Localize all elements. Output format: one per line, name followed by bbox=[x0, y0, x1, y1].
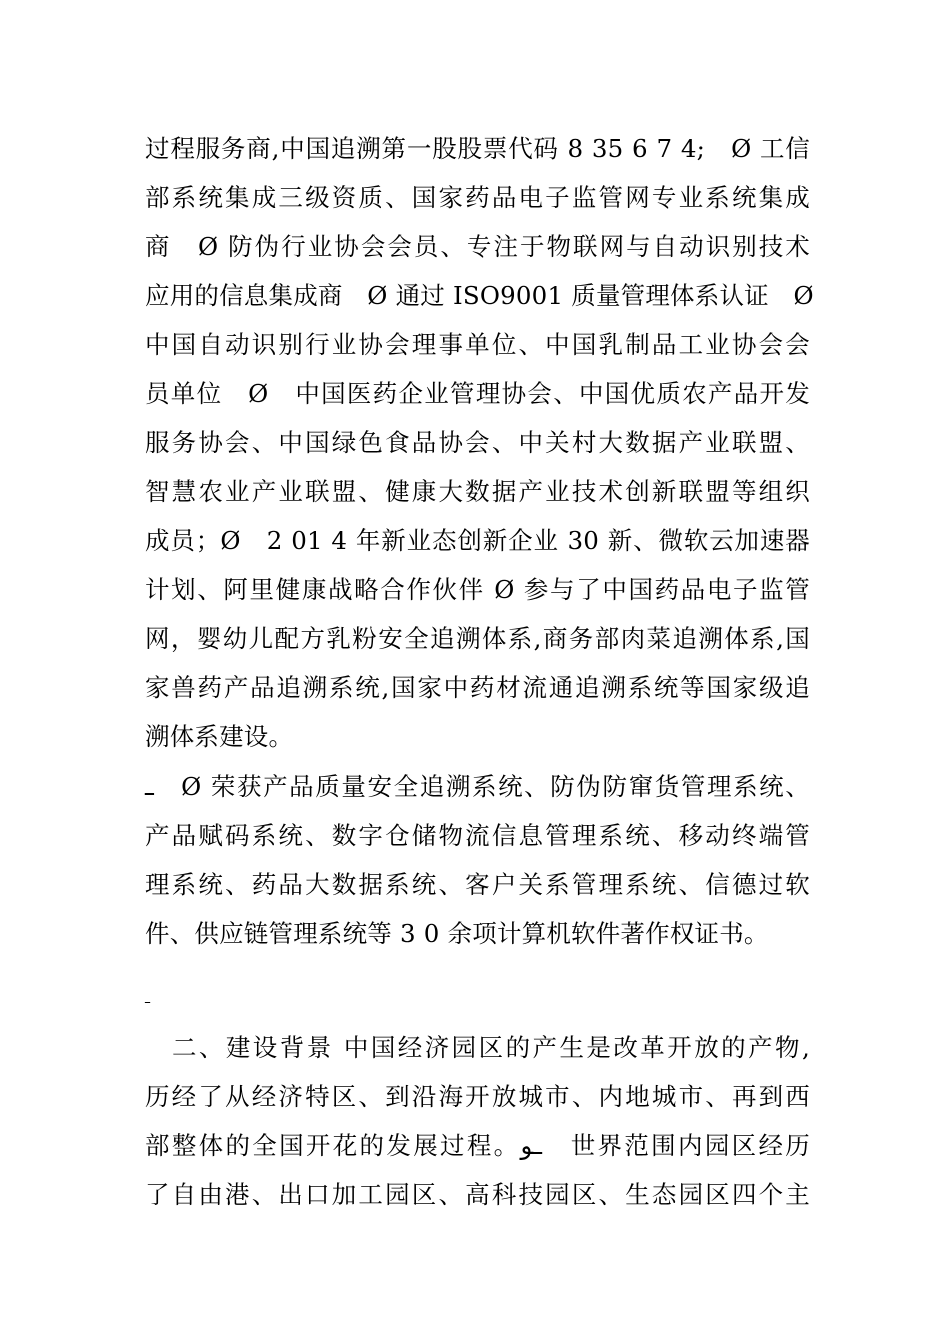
text-line: 二、建设背景 中国经济园区的产生是改革开放的产物, bbox=[145, 1033, 810, 1062]
text-line: 应用的信息集成商 Ø 通过 ISO9001 质量管理体系认证 Ø bbox=[145, 281, 814, 310]
text-line: 溯体系建设。 bbox=[145, 722, 294, 751]
text-line: ߺ Ø 荣获产品质量安全追溯系统、防伪防窜货管理系统、 bbox=[145, 772, 810, 801]
paragraph-software-copyrights bbox=[145, 762, 810, 958]
paragraph-mark bbox=[145, 975, 810, 1024]
text-line: 产品赋码系统、数字仓储物流信息管理系统、移动终端管 bbox=[145, 821, 810, 850]
text-line: 理系统、药品大数据系统、客户关系管理系统、信德过软 bbox=[145, 870, 810, 899]
text-line: 部整体的全国开花的发展过程。ߺو 世界范围内园区经历 bbox=[145, 1131, 810, 1160]
text-line: 件、供应链管理系统等 3 0 余项计算机软件著作权证书。 bbox=[145, 919, 769, 948]
text-line: 家兽药产品追溯系统,国家中药材流通追溯系统等国家级追 bbox=[145, 673, 810, 702]
text-line: 成员；Ø 2 01 4 年新业态创新企业 30 新、微软云加速器 bbox=[145, 526, 810, 555]
text-line: 智慧农业产业联盟、健康大数据产业技术创新联盟等组织 bbox=[145, 477, 810, 506]
text-line: 过程服务商,中国追溯第一股股票代码 8 35 6 7 4; Ø 工信 bbox=[145, 134, 810, 163]
paragraph-background bbox=[145, 1023, 810, 1219]
text-line: 历经了从经济特区、到沿海开放城市、内地城市、再到西 bbox=[145, 1082, 810, 1111]
text-line: 网，婴幼儿配方乳粉安全追溯体系,商务部肉菜追溯体系,国 bbox=[145, 624, 810, 653]
text-line: 服务协会、中国绿色食品协会、中关村大数据产业联盟、 bbox=[145, 428, 810, 457]
text-line: 员单位 Ø 中国医药企业管理协会、中国优质农产品开发 bbox=[145, 379, 810, 408]
text-line: 部系统集成三级资质、国家药品电子监管网专业系统集成 bbox=[145, 183, 810, 212]
text-line: 计划、阿里健康战略合作伙伴 Ø 参与了中国药品电子监管 bbox=[145, 575, 810, 604]
text-line: ߺ bbox=[145, 991, 151, 1007]
text-line: 了自由港、出口加工园区、高科技园区、生态园区四个主 bbox=[145, 1180, 810, 1209]
text-line: 商 Ø 防伪行业协会会员、专注于物联网与自动识别技术 bbox=[145, 232, 810, 261]
paragraph-company-credentials bbox=[145, 124, 814, 761]
text-line: 中国自动识别行业协会理事单位、中国乳制品工业协会会 bbox=[145, 330, 810, 359]
